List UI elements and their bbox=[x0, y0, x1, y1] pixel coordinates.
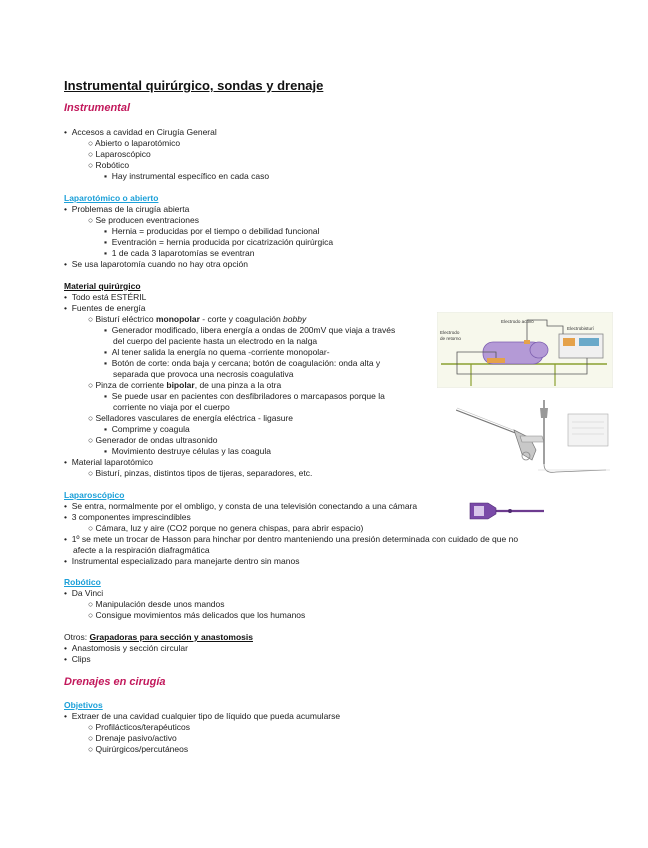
list-item: ○ Robótico bbox=[88, 160, 130, 170]
list-item: ○ Profilácticos/terapéuticos bbox=[88, 722, 190, 732]
section-heading-laparoscopico: Laparoscópico bbox=[64, 490, 125, 500]
list-item: ▪ 1 de cada 3 laparotomías se eventran bbox=[104, 248, 255, 258]
subheading-objetivos: Objetivos bbox=[64, 700, 103, 710]
label-generator: Electrobisturí bbox=[567, 326, 594, 331]
electrosurgery-diagram bbox=[437, 312, 613, 388]
section-heading-drenajes: Drenajes en cirugía bbox=[64, 676, 166, 688]
forceps-shaft bbox=[456, 410, 518, 434]
list-item: ○ Generador de ondas ultrasonido bbox=[88, 435, 218, 445]
list-item: • Instrumental especializado para manejarte dentro sin manos bbox=[64, 556, 300, 566]
list-item: • Se usa laparotomía cuando no hay otra opción bbox=[64, 259, 248, 269]
list-item: • Problemas de la cirugía abierta bbox=[64, 204, 190, 214]
list-item-continuation: separada que provoca una necrosis coagulativa bbox=[113, 369, 294, 379]
list-item: ○ Selladores vasculares de energía eléctrica - ligasure bbox=[88, 413, 293, 423]
list-item: ○ Drenaje pasivo/activo bbox=[88, 733, 177, 743]
list-item: ○ Bisturí, pinzas, distintos tipos de tijeras, separadores, etc. bbox=[88, 468, 313, 478]
list-item: ○ Consigue movimientos más delicados que los humanos bbox=[88, 610, 306, 620]
section-heading-instrumental: Instrumental bbox=[64, 102, 131, 114]
list-item: ▪ Eventración = hernia producida por cicatrización quirúrgica bbox=[104, 237, 334, 247]
list-item: ○ Laparoscópico bbox=[88, 149, 151, 159]
list-item: • Clips bbox=[64, 654, 91, 664]
ultrasound-generator-image bbox=[536, 400, 612, 478]
list-item: ▪ Hay instrumental específico en cada caso bbox=[104, 171, 270, 181]
list-item: • Da Vinci bbox=[64, 588, 104, 598]
bipolar-forceps-image bbox=[456, 398, 546, 468]
patient-head bbox=[530, 342, 548, 358]
device-panel bbox=[568, 414, 608, 446]
list-item-continuation: afecte a la respiración diafragmática bbox=[73, 545, 210, 555]
list-item: • Todo está ESTÉRIL bbox=[64, 292, 147, 302]
list-item: • 3 componentes imprescindibles bbox=[64, 512, 191, 522]
list-item: ▪ Se puede usar en pacientes con desfibriladores o marcapasos porque la bbox=[104, 391, 385, 401]
list-item: • Material laparotómico bbox=[64, 457, 153, 467]
list-item: ▪ Hernia = producidas por el tiempo o debilidad funcional bbox=[104, 226, 320, 236]
list-item: • Anastomosis y sección circular bbox=[64, 643, 188, 653]
list-item: ▪ Movimiento destruye células y las coagula bbox=[104, 446, 271, 456]
list-item: • Accesos a cavidad en Cirugía General bbox=[64, 127, 217, 137]
generator-display bbox=[563, 338, 575, 346]
list-item: ▪ Al tener salida la energía no quema -corriente monopolar- bbox=[104, 347, 330, 357]
list-item: • Fuentes de energía bbox=[64, 303, 146, 313]
forceps-handle bbox=[514, 430, 536, 460]
list-item: ○ Manipulación desde unos mandos bbox=[88, 599, 225, 609]
label-active-electrode: Electrodo activo bbox=[501, 319, 534, 324]
return-electrode-pad bbox=[487, 358, 505, 363]
list-item: ▪ Comprime y coagula bbox=[104, 424, 190, 434]
page-title: Instrumental quirúrgico, sondas y drenaje bbox=[64, 78, 324, 93]
list-item: • Se entra, normalmente por el ombligo, y consta de una televisión conectando a una cámara bbox=[64, 501, 418, 511]
otros-line: Otros: Grapadoras para sección y anastomosis bbox=[64, 632, 253, 642]
list-item: ○ Cámara, luz y aire (CO2 porque no genera chispas, para abrir espacio) bbox=[88, 523, 364, 533]
trocar-image bbox=[466, 497, 546, 525]
list-item: ○ Abierto o laparotómico bbox=[88, 138, 181, 148]
list-item: ○ Se producen eventraciones bbox=[88, 215, 199, 225]
label-return-electrode: Electrodo bbox=[440, 330, 460, 335]
section-heading-laparotomico: Laparotómico o abierto bbox=[64, 193, 159, 203]
list-item: ▪ Botón de corte: onda baja y cercana; botón de coagulación: onda alta y bbox=[104, 358, 381, 368]
list-item: ○ Quirúrgicos/percutáneos bbox=[88, 744, 189, 754]
list-item-continuation: del cuerpo del paciente hasta un electrodo en la nalga bbox=[113, 336, 318, 346]
section-heading-material: Material quirúrgico bbox=[64, 281, 141, 291]
list-item-continuation: corriente no viaja por el cuerpo bbox=[113, 402, 230, 412]
list-item: ○ Bisturí eléctrico monopolar - corte y coagulación bobby bbox=[88, 314, 307, 324]
list-item: • 1º se mete un trocar de Hasson para hinchar por dentro manteniendo una presión determinada con cuidado de que no bbox=[64, 534, 519, 544]
label-return-electrode-2: de retorno bbox=[440, 336, 461, 341]
list-item: ○ Pinza de corriente bipolar, de una pinza a la otra bbox=[88, 380, 282, 390]
list-item: • Extraer de una cavidad cualquier tipo de líquido que pueda acumularse bbox=[64, 711, 341, 721]
section-heading-robotico: Robótico bbox=[64, 577, 101, 587]
list-item: ▪ Generador modificado, libera energía a ondas de 200mV que viaja a través bbox=[104, 325, 396, 335]
